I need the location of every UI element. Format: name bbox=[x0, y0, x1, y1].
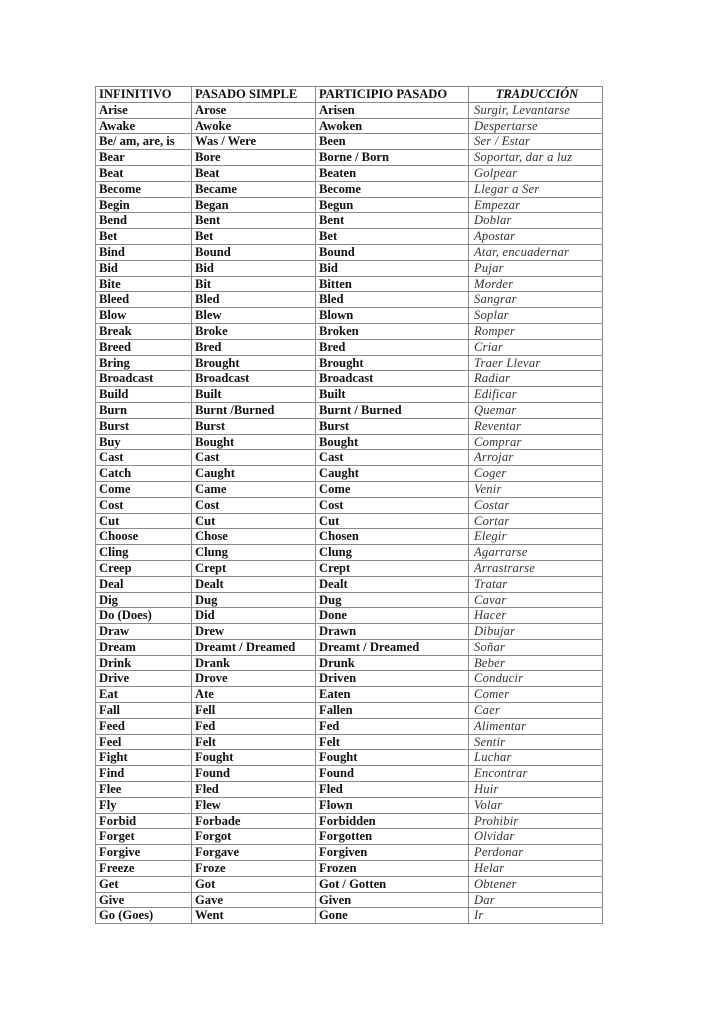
table-row bbox=[96, 892, 603, 908]
traduccion-cell: Cortar bbox=[469, 513, 603, 529]
infinitivo-cell: Draw bbox=[96, 624, 192, 640]
table-row bbox=[96, 876, 603, 892]
pasado-simple-cell: Felt bbox=[192, 734, 316, 750]
infinitivo-cell: Forget bbox=[96, 829, 192, 845]
traduccion-cell: Empezar bbox=[469, 197, 603, 213]
traduccion-cell: Golpear bbox=[469, 165, 603, 181]
participio-pasado-cell: Bid bbox=[316, 260, 469, 276]
table-row bbox=[96, 845, 603, 861]
pasado-simple-cell: Bound bbox=[192, 244, 316, 260]
pasado-simple-cell: Fled bbox=[192, 782, 316, 798]
participio-pasado-cell: Become bbox=[316, 181, 469, 197]
table-row bbox=[96, 908, 603, 924]
participio-pasado-cell: Blown bbox=[316, 308, 469, 324]
header-infinitivo: INFINITIVO bbox=[96, 87, 192, 103]
pasado-simple-cell: Drove bbox=[192, 671, 316, 687]
traduccion-cell: Reventar bbox=[469, 418, 603, 434]
table-row bbox=[96, 655, 603, 671]
table-row bbox=[96, 513, 603, 529]
pasado-simple-cell: Cast bbox=[192, 450, 316, 466]
traduccion-cell: Llegar a Ser bbox=[469, 181, 603, 197]
table-row bbox=[96, 213, 603, 229]
traduccion-cell: Sentir bbox=[469, 734, 603, 750]
pasado-simple-cell: Bought bbox=[192, 434, 316, 450]
table-row bbox=[96, 339, 603, 355]
traduccion-cell: Elegir bbox=[469, 529, 603, 545]
participio-pasado-cell: Begun bbox=[316, 197, 469, 213]
pasado-simple-cell: Forgot bbox=[192, 829, 316, 845]
participio-pasado-cell: Borne / Born bbox=[316, 150, 469, 166]
table-row bbox=[96, 624, 603, 640]
pasado-simple-cell: Fought bbox=[192, 750, 316, 766]
pasado-simple-cell: Awoke bbox=[192, 118, 316, 134]
table-row bbox=[96, 450, 603, 466]
traduccion-cell: Olvidar bbox=[469, 829, 603, 845]
traduccion-cell: Perdonar bbox=[469, 845, 603, 861]
table-row bbox=[96, 703, 603, 719]
traduccion-cell: Caer bbox=[469, 703, 603, 719]
pasado-simple-cell: Arose bbox=[192, 102, 316, 118]
infinitivo-cell: Cost bbox=[96, 497, 192, 513]
participio-pasado-cell: Cast bbox=[316, 450, 469, 466]
table-row bbox=[96, 481, 603, 497]
participio-pasado-cell: Bought bbox=[316, 434, 469, 450]
traduccion-cell: Coger bbox=[469, 466, 603, 482]
traduccion-cell: Soplar bbox=[469, 308, 603, 324]
pasado-simple-cell: Broadcast bbox=[192, 371, 316, 387]
traduccion-cell: Surgir, Levantarse bbox=[469, 102, 603, 118]
participio-pasado-cell: Fed bbox=[316, 718, 469, 734]
infinitivo-cell: Get bbox=[96, 876, 192, 892]
table-row bbox=[96, 308, 603, 324]
table-row bbox=[96, 260, 603, 276]
pasado-simple-cell: Froze bbox=[192, 861, 316, 877]
table-row bbox=[96, 371, 603, 387]
traduccion-cell: Agarrarse bbox=[469, 545, 603, 561]
traduccion-cell: Quemar bbox=[469, 402, 603, 418]
infinitivo-cell: Beat bbox=[96, 165, 192, 181]
participio-pasado-cell: Chosen bbox=[316, 529, 469, 545]
pasado-simple-cell: Dreamt / Dreamed bbox=[192, 639, 316, 655]
traduccion-cell: Hacer bbox=[469, 608, 603, 624]
table-row bbox=[96, 323, 603, 339]
participio-pasado-cell: Found bbox=[316, 766, 469, 782]
pasado-simple-cell: Did bbox=[192, 608, 316, 624]
pasado-simple-cell: Dealt bbox=[192, 576, 316, 592]
infinitivo-cell: Fly bbox=[96, 797, 192, 813]
pasado-simple-cell: Came bbox=[192, 481, 316, 497]
participio-pasado-cell: Dealt bbox=[316, 576, 469, 592]
infinitivo-cell: Dig bbox=[96, 592, 192, 608]
traduccion-cell: Prohibir bbox=[469, 813, 603, 829]
pasado-simple-cell: Crept bbox=[192, 560, 316, 576]
infinitivo-cell: Come bbox=[96, 481, 192, 497]
pasado-simple-cell: Became bbox=[192, 181, 316, 197]
participio-pasado-cell: Forgiven bbox=[316, 845, 469, 861]
infinitivo-cell: Dream bbox=[96, 639, 192, 655]
table-row bbox=[96, 150, 603, 166]
infinitivo-cell: Creep bbox=[96, 560, 192, 576]
table-row bbox=[96, 387, 603, 403]
participio-pasado-cell: Caught bbox=[316, 466, 469, 482]
infinitivo-cell: Feel bbox=[96, 734, 192, 750]
table-row bbox=[96, 766, 603, 782]
header-participio-pasado: PARTICIPIO PASADO bbox=[316, 87, 469, 103]
participio-pasado-cell: Drunk bbox=[316, 655, 469, 671]
participio-pasado-cell: Bled bbox=[316, 292, 469, 308]
traduccion-cell: Soportar, dar a luz bbox=[469, 150, 603, 166]
participio-pasado-cell: Cost bbox=[316, 497, 469, 513]
participio-pasado-cell: Come bbox=[316, 481, 469, 497]
pasado-simple-cell: Began bbox=[192, 197, 316, 213]
participio-pasado-cell: Bred bbox=[316, 339, 469, 355]
participio-pasado-cell: Burst bbox=[316, 418, 469, 434]
traduccion-cell: Huir bbox=[469, 782, 603, 798]
traduccion-cell: Atar, encuadernar bbox=[469, 244, 603, 260]
infinitivo-cell: Do (Does) bbox=[96, 608, 192, 624]
participio-pasado-cell: Arisen bbox=[316, 102, 469, 118]
infinitivo-cell: Bear bbox=[96, 150, 192, 166]
participio-pasado-cell: Broken bbox=[316, 323, 469, 339]
traduccion-cell: Ir bbox=[469, 908, 603, 924]
traduccion-cell: Doblar bbox=[469, 213, 603, 229]
traduccion-cell: Luchar bbox=[469, 750, 603, 766]
pasado-simple-cell: Fed bbox=[192, 718, 316, 734]
table-row bbox=[96, 671, 603, 687]
pasado-simple-cell: Found bbox=[192, 766, 316, 782]
participio-pasado-cell: Done bbox=[316, 608, 469, 624]
infinitivo-cell: Become bbox=[96, 181, 192, 197]
infinitivo-cell: Find bbox=[96, 766, 192, 782]
infinitivo-cell: Awake bbox=[96, 118, 192, 134]
table-row bbox=[96, 687, 603, 703]
table-row bbox=[96, 545, 603, 561]
pasado-simple-cell: Drew bbox=[192, 624, 316, 640]
participio-pasado-cell: Eaten bbox=[316, 687, 469, 703]
infinitivo-cell: Burst bbox=[96, 418, 192, 434]
pasado-simple-cell: Caught bbox=[192, 466, 316, 482]
pasado-simple-cell: Beat bbox=[192, 165, 316, 181]
table-row bbox=[96, 229, 603, 245]
participio-pasado-cell: Felt bbox=[316, 734, 469, 750]
traduccion-cell: Tratar bbox=[469, 576, 603, 592]
participio-pasado-cell: Dreamt / Dreamed bbox=[316, 639, 469, 655]
pasado-simple-cell: Was / Were bbox=[192, 134, 316, 150]
infinitivo-cell: Cast bbox=[96, 450, 192, 466]
traduccion-cell: Pujar bbox=[469, 260, 603, 276]
infinitivo-cell: Freeze bbox=[96, 861, 192, 877]
pasado-simple-cell: Bid bbox=[192, 260, 316, 276]
traduccion-cell: Encontrar bbox=[469, 766, 603, 782]
infinitivo-cell: Choose bbox=[96, 529, 192, 545]
pasado-simple-cell: Broke bbox=[192, 323, 316, 339]
pasado-simple-cell: Clung bbox=[192, 545, 316, 561]
participio-pasado-cell: Bent bbox=[316, 213, 469, 229]
infinitivo-cell: Be/ am, are, is bbox=[96, 134, 192, 150]
traduccion-cell: Traer Llevar bbox=[469, 355, 603, 371]
pasado-simple-cell: Bred bbox=[192, 339, 316, 355]
pasado-simple-cell: Brought bbox=[192, 355, 316, 371]
pasado-simple-cell: Built bbox=[192, 387, 316, 403]
pasado-simple-cell: Went bbox=[192, 908, 316, 924]
infinitivo-cell: Cling bbox=[96, 545, 192, 561]
table-row bbox=[96, 782, 603, 798]
traduccion-cell: Comprar bbox=[469, 434, 603, 450]
participio-pasado-cell: Bet bbox=[316, 229, 469, 245]
traduccion-cell: Beber bbox=[469, 655, 603, 671]
infinitivo-cell: Break bbox=[96, 323, 192, 339]
pasado-simple-cell: Bent bbox=[192, 213, 316, 229]
header-row bbox=[96, 87, 603, 103]
pasado-simple-cell: Bit bbox=[192, 276, 316, 292]
pasado-simple-cell: Dug bbox=[192, 592, 316, 608]
traduccion-cell: Conducir bbox=[469, 671, 603, 687]
infinitivo-cell: Bleed bbox=[96, 292, 192, 308]
infinitivo-cell: Bend bbox=[96, 213, 192, 229]
infinitivo-cell: Begin bbox=[96, 197, 192, 213]
table-row bbox=[96, 276, 603, 292]
table-row bbox=[96, 529, 603, 545]
pasado-simple-cell: Blew bbox=[192, 308, 316, 324]
traduccion-cell: Despertarse bbox=[469, 118, 603, 134]
participio-pasado-cell: Fought bbox=[316, 750, 469, 766]
participio-pasado-cell: Dug bbox=[316, 592, 469, 608]
infinitivo-cell: Forgive bbox=[96, 845, 192, 861]
traduccion-cell: Soñar bbox=[469, 639, 603, 655]
infinitivo-cell: Fall bbox=[96, 703, 192, 719]
table-row bbox=[96, 402, 603, 418]
infinitivo-cell: Bite bbox=[96, 276, 192, 292]
infinitivo-cell: Deal bbox=[96, 576, 192, 592]
traduccion-cell: Cavar bbox=[469, 592, 603, 608]
participio-pasado-cell: Bitten bbox=[316, 276, 469, 292]
pasado-simple-cell: Cost bbox=[192, 497, 316, 513]
infinitivo-cell: Catch bbox=[96, 466, 192, 482]
table-row bbox=[96, 165, 603, 181]
header-traduccion: TRADUCCIÓN bbox=[469, 87, 603, 103]
participio-pasado-cell: Beaten bbox=[316, 165, 469, 181]
infinitivo-cell: Build bbox=[96, 387, 192, 403]
traduccion-cell: Helar bbox=[469, 861, 603, 877]
table-row bbox=[96, 576, 603, 592]
traduccion-cell: Comer bbox=[469, 687, 603, 703]
table-body bbox=[96, 102, 603, 923]
table-row bbox=[96, 102, 603, 118]
traduccion-cell: Apostar bbox=[469, 229, 603, 245]
irregular-verbs-table bbox=[95, 86, 603, 924]
traduccion-cell: Criar bbox=[469, 339, 603, 355]
pasado-simple-cell: Bore bbox=[192, 150, 316, 166]
table-row bbox=[96, 608, 603, 624]
traduccion-cell: Edificar bbox=[469, 387, 603, 403]
pasado-simple-cell: Ate bbox=[192, 687, 316, 703]
traduccion-cell: Morder bbox=[469, 276, 603, 292]
table-row bbox=[96, 560, 603, 576]
table-row bbox=[96, 355, 603, 371]
pasado-simple-cell: Got bbox=[192, 876, 316, 892]
infinitivo-cell: Bring bbox=[96, 355, 192, 371]
traduccion-cell: Sangrar bbox=[469, 292, 603, 308]
table-row bbox=[96, 797, 603, 813]
pasado-simple-cell: Drank bbox=[192, 655, 316, 671]
participio-pasado-cell: Brought bbox=[316, 355, 469, 371]
participio-pasado-cell: Been bbox=[316, 134, 469, 150]
infinitivo-cell: Forbid bbox=[96, 813, 192, 829]
infinitivo-cell: Arise bbox=[96, 102, 192, 118]
infinitivo-cell: Breed bbox=[96, 339, 192, 355]
pasado-simple-cell: Chose bbox=[192, 529, 316, 545]
infinitivo-cell: Drive bbox=[96, 671, 192, 687]
header-pasado-simple: PASADO SIMPLE bbox=[192, 87, 316, 103]
traduccion-cell: Romper bbox=[469, 323, 603, 339]
pasado-simple-cell: Fell bbox=[192, 703, 316, 719]
traduccion-cell: Obtener bbox=[469, 876, 603, 892]
table-row bbox=[96, 466, 603, 482]
traduccion-cell: Radiar bbox=[469, 371, 603, 387]
participio-pasado-cell: Awoken bbox=[316, 118, 469, 134]
pasado-simple-cell: Burst bbox=[192, 418, 316, 434]
table-row bbox=[96, 861, 603, 877]
participio-pasado-cell: Frozen bbox=[316, 861, 469, 877]
infinitivo-cell: Flee bbox=[96, 782, 192, 798]
infinitivo-cell: Buy bbox=[96, 434, 192, 450]
pasado-simple-cell: Flew bbox=[192, 797, 316, 813]
participio-pasado-cell: Drawn bbox=[316, 624, 469, 640]
table-row bbox=[96, 829, 603, 845]
table-row bbox=[96, 181, 603, 197]
infinitivo-cell: Give bbox=[96, 892, 192, 908]
participio-pasado-cell: Driven bbox=[316, 671, 469, 687]
table-row bbox=[96, 118, 603, 134]
traduccion-cell: Arrojar bbox=[469, 450, 603, 466]
infinitivo-cell: Blow bbox=[96, 308, 192, 324]
traduccion-cell: Venir bbox=[469, 481, 603, 497]
traduccion-cell: Costar bbox=[469, 497, 603, 513]
infinitivo-cell: Cut bbox=[96, 513, 192, 529]
participio-pasado-cell: Clung bbox=[316, 545, 469, 561]
participio-pasado-cell: Fled bbox=[316, 782, 469, 798]
infinitivo-cell: Burn bbox=[96, 402, 192, 418]
table-row bbox=[96, 497, 603, 513]
table-row bbox=[96, 813, 603, 829]
infinitivo-cell: Broadcast bbox=[96, 371, 192, 387]
table-row bbox=[96, 292, 603, 308]
pasado-simple-cell: Bet bbox=[192, 229, 316, 245]
pasado-simple-cell: Burnt /Burned bbox=[192, 402, 316, 418]
infinitivo-cell: Fight bbox=[96, 750, 192, 766]
pasado-simple-cell: Gave bbox=[192, 892, 316, 908]
infinitivo-cell: Eat bbox=[96, 687, 192, 703]
participio-pasado-cell: Flown bbox=[316, 797, 469, 813]
traduccion-cell: Alimentar bbox=[469, 718, 603, 734]
pasado-simple-cell: Bled bbox=[192, 292, 316, 308]
traduccion-cell: Dar bbox=[469, 892, 603, 908]
table-row bbox=[96, 418, 603, 434]
infinitivo-cell: Drink bbox=[96, 655, 192, 671]
infinitivo-cell: Feed bbox=[96, 718, 192, 734]
participio-pasado-cell: Fallen bbox=[316, 703, 469, 719]
pasado-simple-cell: Forgave bbox=[192, 845, 316, 861]
pasado-simple-cell: Cut bbox=[192, 513, 316, 529]
infinitivo-cell: Go (Goes) bbox=[96, 908, 192, 924]
participio-pasado-cell: Given bbox=[316, 892, 469, 908]
table-row bbox=[96, 197, 603, 213]
participio-pasado-cell: Built bbox=[316, 387, 469, 403]
infinitivo-cell: Bet bbox=[96, 229, 192, 245]
traduccion-cell: Volar bbox=[469, 797, 603, 813]
participio-pasado-cell: Broadcast bbox=[316, 371, 469, 387]
participio-pasado-cell: Forbidden bbox=[316, 813, 469, 829]
table-row bbox=[96, 718, 603, 734]
table-row bbox=[96, 134, 603, 150]
participio-pasado-cell: Forgotten bbox=[316, 829, 469, 845]
infinitivo-cell: Bind bbox=[96, 244, 192, 260]
table-row bbox=[96, 734, 603, 750]
participio-pasado-cell: Bound bbox=[316, 244, 469, 260]
table-row bbox=[96, 592, 603, 608]
table-row bbox=[96, 750, 603, 766]
traduccion-cell: Dibujar bbox=[469, 624, 603, 640]
table-row bbox=[96, 244, 603, 260]
participio-pasado-cell: Gone bbox=[316, 908, 469, 924]
participio-pasado-cell: Got / Gotten bbox=[316, 876, 469, 892]
participio-pasado-cell: Cut bbox=[316, 513, 469, 529]
table-row bbox=[96, 639, 603, 655]
infinitivo-cell: Bid bbox=[96, 260, 192, 276]
participio-pasado-cell: Crept bbox=[316, 560, 469, 576]
traduccion-cell: Arrastrarse bbox=[469, 560, 603, 576]
participio-pasado-cell: Burnt / Burned bbox=[316, 402, 469, 418]
traduccion-cell: Ser / Estar bbox=[469, 134, 603, 150]
pasado-simple-cell: Forbade bbox=[192, 813, 316, 829]
table-row bbox=[96, 434, 603, 450]
